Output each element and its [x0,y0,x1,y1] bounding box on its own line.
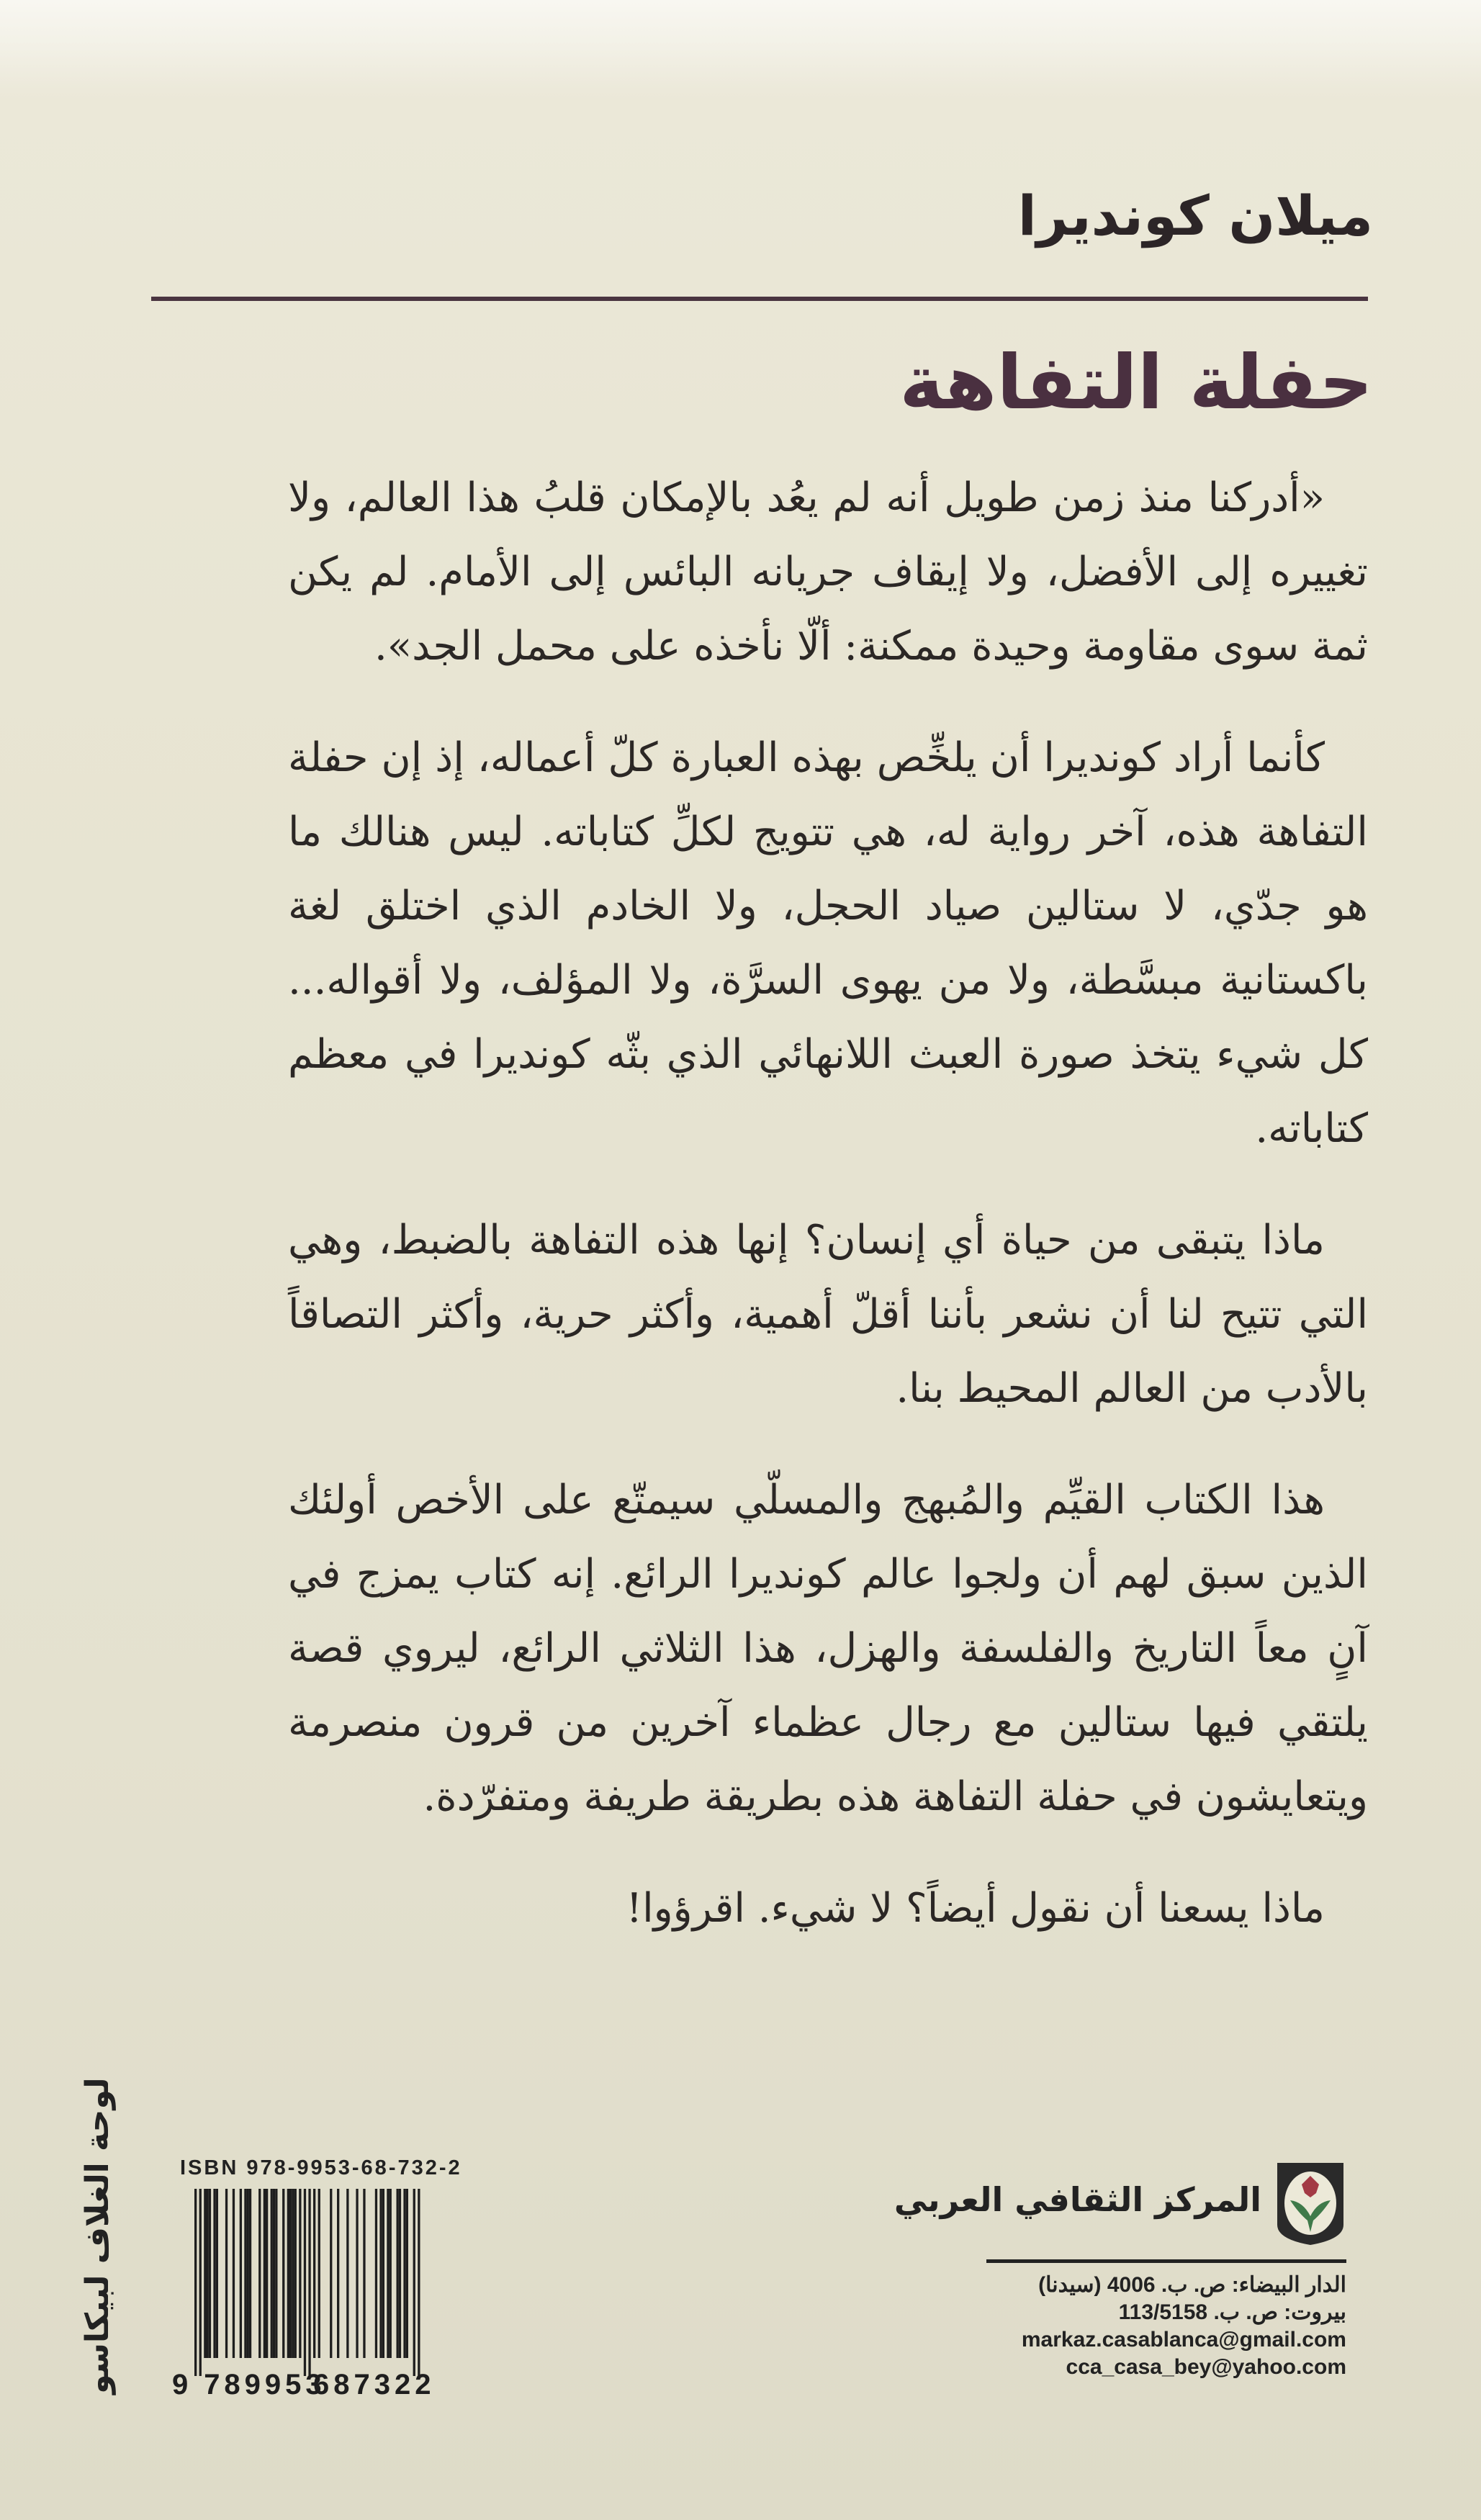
blurb-paragraph: كأنما أراد كونديرا أن يلخِّص بهذه العبارة كلّ أعماله، إذ إن حفلة التفاهة هذه، آخر رواية له، هي تتويج لكلِّ كتاباته. ليس هنالك ما هو جدّي، لا ستالين صياد الحجل، ولا الخادم الذي اختلق لغة باكستانية مبسَّطة، ولا من يهوى السرَّة، ولا المؤلف، ولا أقواله... كل شيء يتخذ صورة العبث اللانهائي الذي بثّه كونديرا في معظم كتاباته. [288,734,1369,1152]
barcode-bar [363,2189,365,2358]
barcode-bar [292,2189,294,2358]
barcode-bar [413,2189,415,2376]
barcode-bar [318,2189,320,2358]
barcode-bar [287,2189,289,2358]
publisher-name: المركز الثقافي العربي [893,2180,1261,2219]
barcode-bar [213,2189,215,2358]
barcode-digits: 9 [172,2369,193,2400]
title-divider [151,297,1368,301]
barcode-bar [204,2189,206,2358]
barcode-bar [375,2189,377,2358]
email-gmail: markaz.casablanca@gmail.com [1021,2328,1346,2352]
barcode-bar [207,2189,209,2358]
barcode-bar [271,2189,273,2358]
barcode-bar [299,2189,301,2358]
barcode-bar [258,2189,261,2358]
barcode-bar [194,2189,197,2376]
barcode-bar [399,2189,401,2358]
barcode-bar [406,2189,408,2358]
address-casablanca: الدار البيضاء: ص. ب. 4006 (سيدنا) [1038,2273,1346,2297]
barcode-bar [403,2189,405,2358]
barcode-bar [308,2189,310,2376]
isbn-label: ISBN 978-9953-68-732-2 [180,2156,462,2179]
blurb-quote: «أدركنا منذ زمن طويل أنه لم يعُد بالإمكان قلبُ هذا العالم، ولا تغييره إلى الأفضل، ولا إيقاف جريانه البائس إلى الأمام. لم يكن ثمة سوى مقاومة وحيدة ممكنة: ألّا نأخذه على محمل الجد». [288,474,1369,670]
barcode-bar [233,2189,235,2358]
barcode [169,2189,436,2405]
publisher-address [986,2272,1346,2381]
blurb [288,461,1368,1983]
barcode-bar [313,2189,315,2358]
barcode-bar [382,2189,384,2358]
blurb-closing: ماذا يسعنا أن نقول أيضاً؟ لا شيء. اقرؤوا! [626,1885,1325,1932]
blurb-paragraph: ماذا يتبقى من حياة أي إنسان؟ إنها هذه التفاهة بالضبط، وهي التي تتيح لنا أن نشعر بأننا أقلّ أهمية، وأكثر حرية، وأكثر التصاقاً بالأدب من العالم المحيط بنا. [288,1217,1368,1412]
barcode-bar [379,2189,382,2358]
barcode-bar [225,2189,228,2358]
barcode-bar [282,2189,284,2358]
barcode-bar [247,2189,249,2358]
barcode-bar [216,2189,218,2358]
barcode-bar [304,2189,306,2376]
blurb-paragraph: هذا الكتاب القيِّم والمُبهج والمسلّي سيمتّع على الأخص أولئك الذين سبق لهم أن ولجوا عالم كونديرا الرائع. إنه كتاب يمزج في آنٍ معاً التاريخ والفلسفة والهزل، هذا الثلاثي الرائع، ليروي قصة يلتقي فيها ستالين مع رجال عظماء آخرين من قرون منصرمة ويتعايشون في حفلة التفاهة هذه بطريقة طريفة ومتفرّدة. [288,1477,1368,1820]
email-yahoo: cca_casa_bey@yahoo.com [1066,2355,1346,2379]
barcode-bar [273,2189,275,2358]
barcode-bar [275,2189,277,2358]
barcode-bar [249,2189,251,2358]
barcode-bar [289,2189,292,2358]
barcode-bar [346,2189,348,2358]
barcode-digits: 789953 [204,2369,326,2400]
barcode-bar [199,2189,202,2376]
barcode-bar [294,2189,297,2358]
barcode-bar [387,2189,389,2358]
barcode-bar [390,2189,392,2358]
cover-credit: لوحة الغلاف لبيكاسو [79,2077,116,2394]
barcode-bar [397,2189,399,2358]
barcode-bar [418,2189,420,2376]
barcode-bar [240,2189,242,2358]
barcode-bar [209,2189,211,2358]
flower-shield-icon [1274,2160,1346,2248]
barcode-bar [337,2189,339,2358]
publisher-divider [986,2259,1346,2263]
barcode-bar [356,2189,358,2358]
address-beirut: بيروت: ص. ب. 113/5158 [1118,2300,1346,2324]
barcode-bar [244,2189,246,2358]
author-name: ميلان كونديرا [1017,184,1373,248]
plastic-wrap-shine [0,0,1481,101]
barcode-digits: 687322 [313,2369,436,2400]
barcode-bar [266,2189,268,2358]
book-title: حفلة التفاهة [899,338,1373,426]
barcode-bar [264,2189,266,2358]
barcode-bar [330,2189,332,2358]
